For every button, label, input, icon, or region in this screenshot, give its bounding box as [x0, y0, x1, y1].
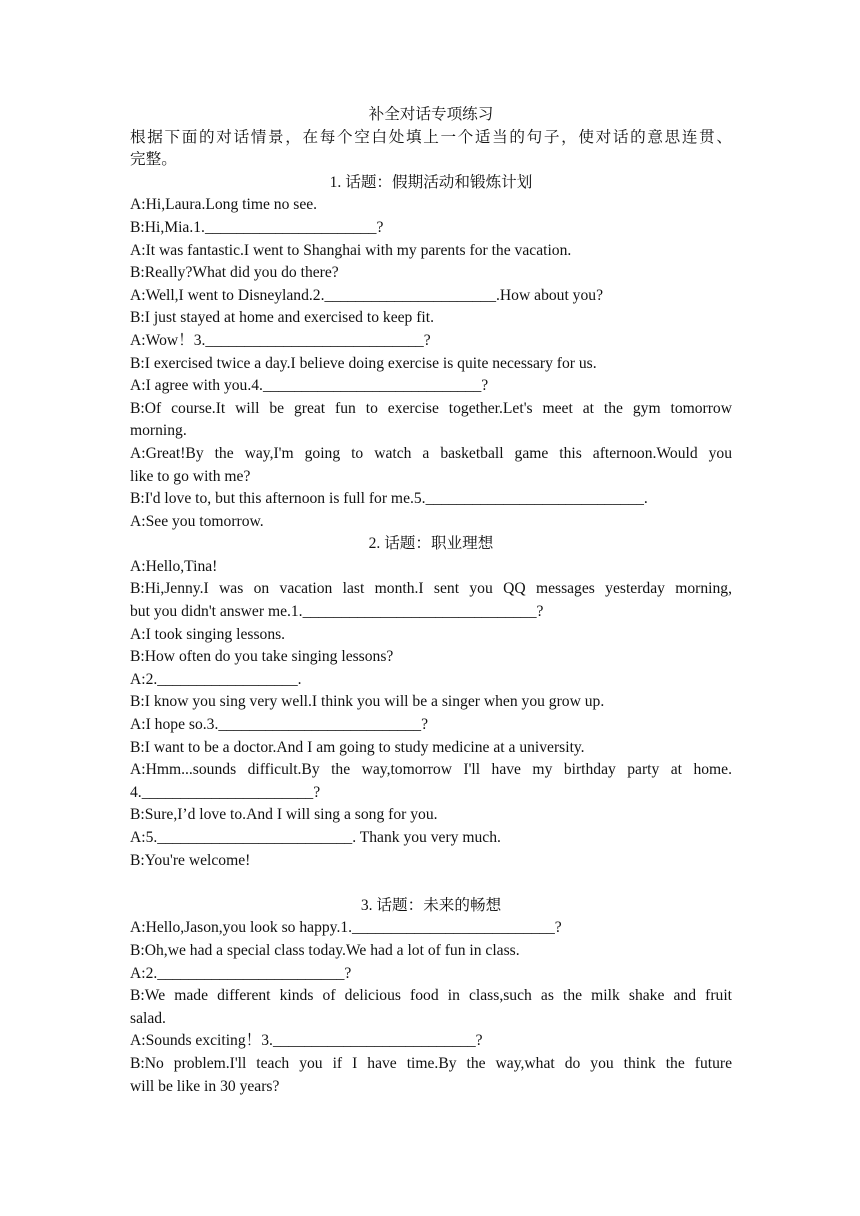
dialogue-line: B:Really?What did you do there? [130, 264, 339, 282]
dialogue-line: A:Hi,Laura.Long time no see. [130, 196, 318, 214]
dialogue-line: B:I know you sing very well.I think you will be a singer when you grow up. [130, 693, 605, 711]
dialogue-line: will be like in 30 years? [130, 1077, 280, 1095]
document-content [130, 104, 732, 1098]
dialogue-line: B:I'd love to, but this afternoon is full for me.5.____________________________. [130, 490, 648, 508]
dialogue-line: B:Sure,I’d love to.And I will sing a song for you. [130, 806, 438, 824]
dialogue-line: A:Hmm...sounds difficult.By the way,tomorrow I'll have my birthday party at home. [130, 761, 732, 779]
dialogue-line: B:I want to be a doctor.And I am going to study medicine at a university. [130, 738, 585, 756]
section-heading: 2. 话题：职业理想 [368, 535, 494, 553]
section-1 [130, 172, 732, 534]
section-heading: 1. 话题：假期活动和锻炼计划 [329, 173, 533, 191]
dialogue-line: A:Hello,Tina! [130, 557, 218, 575]
dialogue-line: A:It was fantastic.I went to Shanghai with my parents for the vacation. [130, 241, 572, 259]
dialogue-line: B:No problem.I'll teach you if I have time.By the way,what do you think the future [130, 1054, 732, 1072]
dialogue-line: A:I agree with you.4.____________________________? [130, 377, 489, 395]
spacer [130, 872, 732, 895]
dialogue-line: B:Of course.It will be great fun to exercise together.Let's meet at the gym tomorrow [130, 399, 732, 417]
dialogue-line: like to go with me? [130, 467, 251, 485]
dialogue-line: A:I took singing lessons. [130, 625, 286, 643]
dialogue-line: B:Hi,Mia.1.______________________? [130, 218, 384, 236]
dialogue-line: A:2.__________________. [130, 670, 302, 688]
dialogue-line: 4.______________________? [130, 783, 321, 801]
dialogue-line: A:Well,I went to Disneyland.2.______________________.How about you? [130, 286, 603, 304]
dialogue-line: A:Sounds exciting！3.__________________________? [130, 1032, 483, 1050]
dialogue-line: A:Hello,Jason,you look so happy.1.__________________________? [130, 919, 562, 937]
instructions-line: 根据下面的对话情景，在每个空白处填上一个适当的句子，使对话的意思连贯、 [130, 128, 732, 146]
section-2 [130, 533, 732, 872]
dialogue-line: B:Hi,Jenny.I was on vacation last month.I sent you QQ messages yesterday morning, [130, 580, 732, 598]
dialogue-line: B:How often do you take singing lessons? [130, 648, 394, 666]
dialogue-line: B:I exercised twice a day.I believe doing exercise is quite necessary for us. [130, 354, 597, 372]
dialogue-line: A:5._________________________. Thank you very much. [130, 829, 501, 846]
dialogue-line: A:See you tomorrow. [130, 512, 264, 530]
dialogue-line: A:I hope so.3.__________________________? [130, 716, 428, 734]
dialogue-line: A:Wow！3.____________________________? [130, 331, 431, 349]
dialogue-line: salad. [130, 1009, 166, 1027]
dialogue-line: but you didn't answer me.1.______________________________? [130, 603, 544, 621]
instructions-line: 完整。 [130, 151, 177, 169]
page-title: 补全对话专项练习 [368, 106, 494, 123]
dialogue-line: B:We made different kinds of delicious food in class,such as the milk shake and fruit [130, 987, 732, 1005]
section-heading: 3. 话题：未来的畅想 [360, 896, 502, 914]
dialogue-line: B:Oh,we had a special class today.We had a lot of fun in class. [130, 941, 520, 959]
dialogue-line: A:2.________________________? [130, 964, 352, 982]
dialogue-line: B:You're welcome! [130, 851, 251, 869]
section-3 [130, 895, 732, 1098]
dialogue-line: morning. [130, 422, 187, 440]
dialogue-line: B:I just stayed at home and exercised to keep fit. [130, 309, 434, 327]
dialogue-line: A:Great!By the way,I'm going to watch a basketball game this afternoon.Would you [130, 444, 732, 462]
